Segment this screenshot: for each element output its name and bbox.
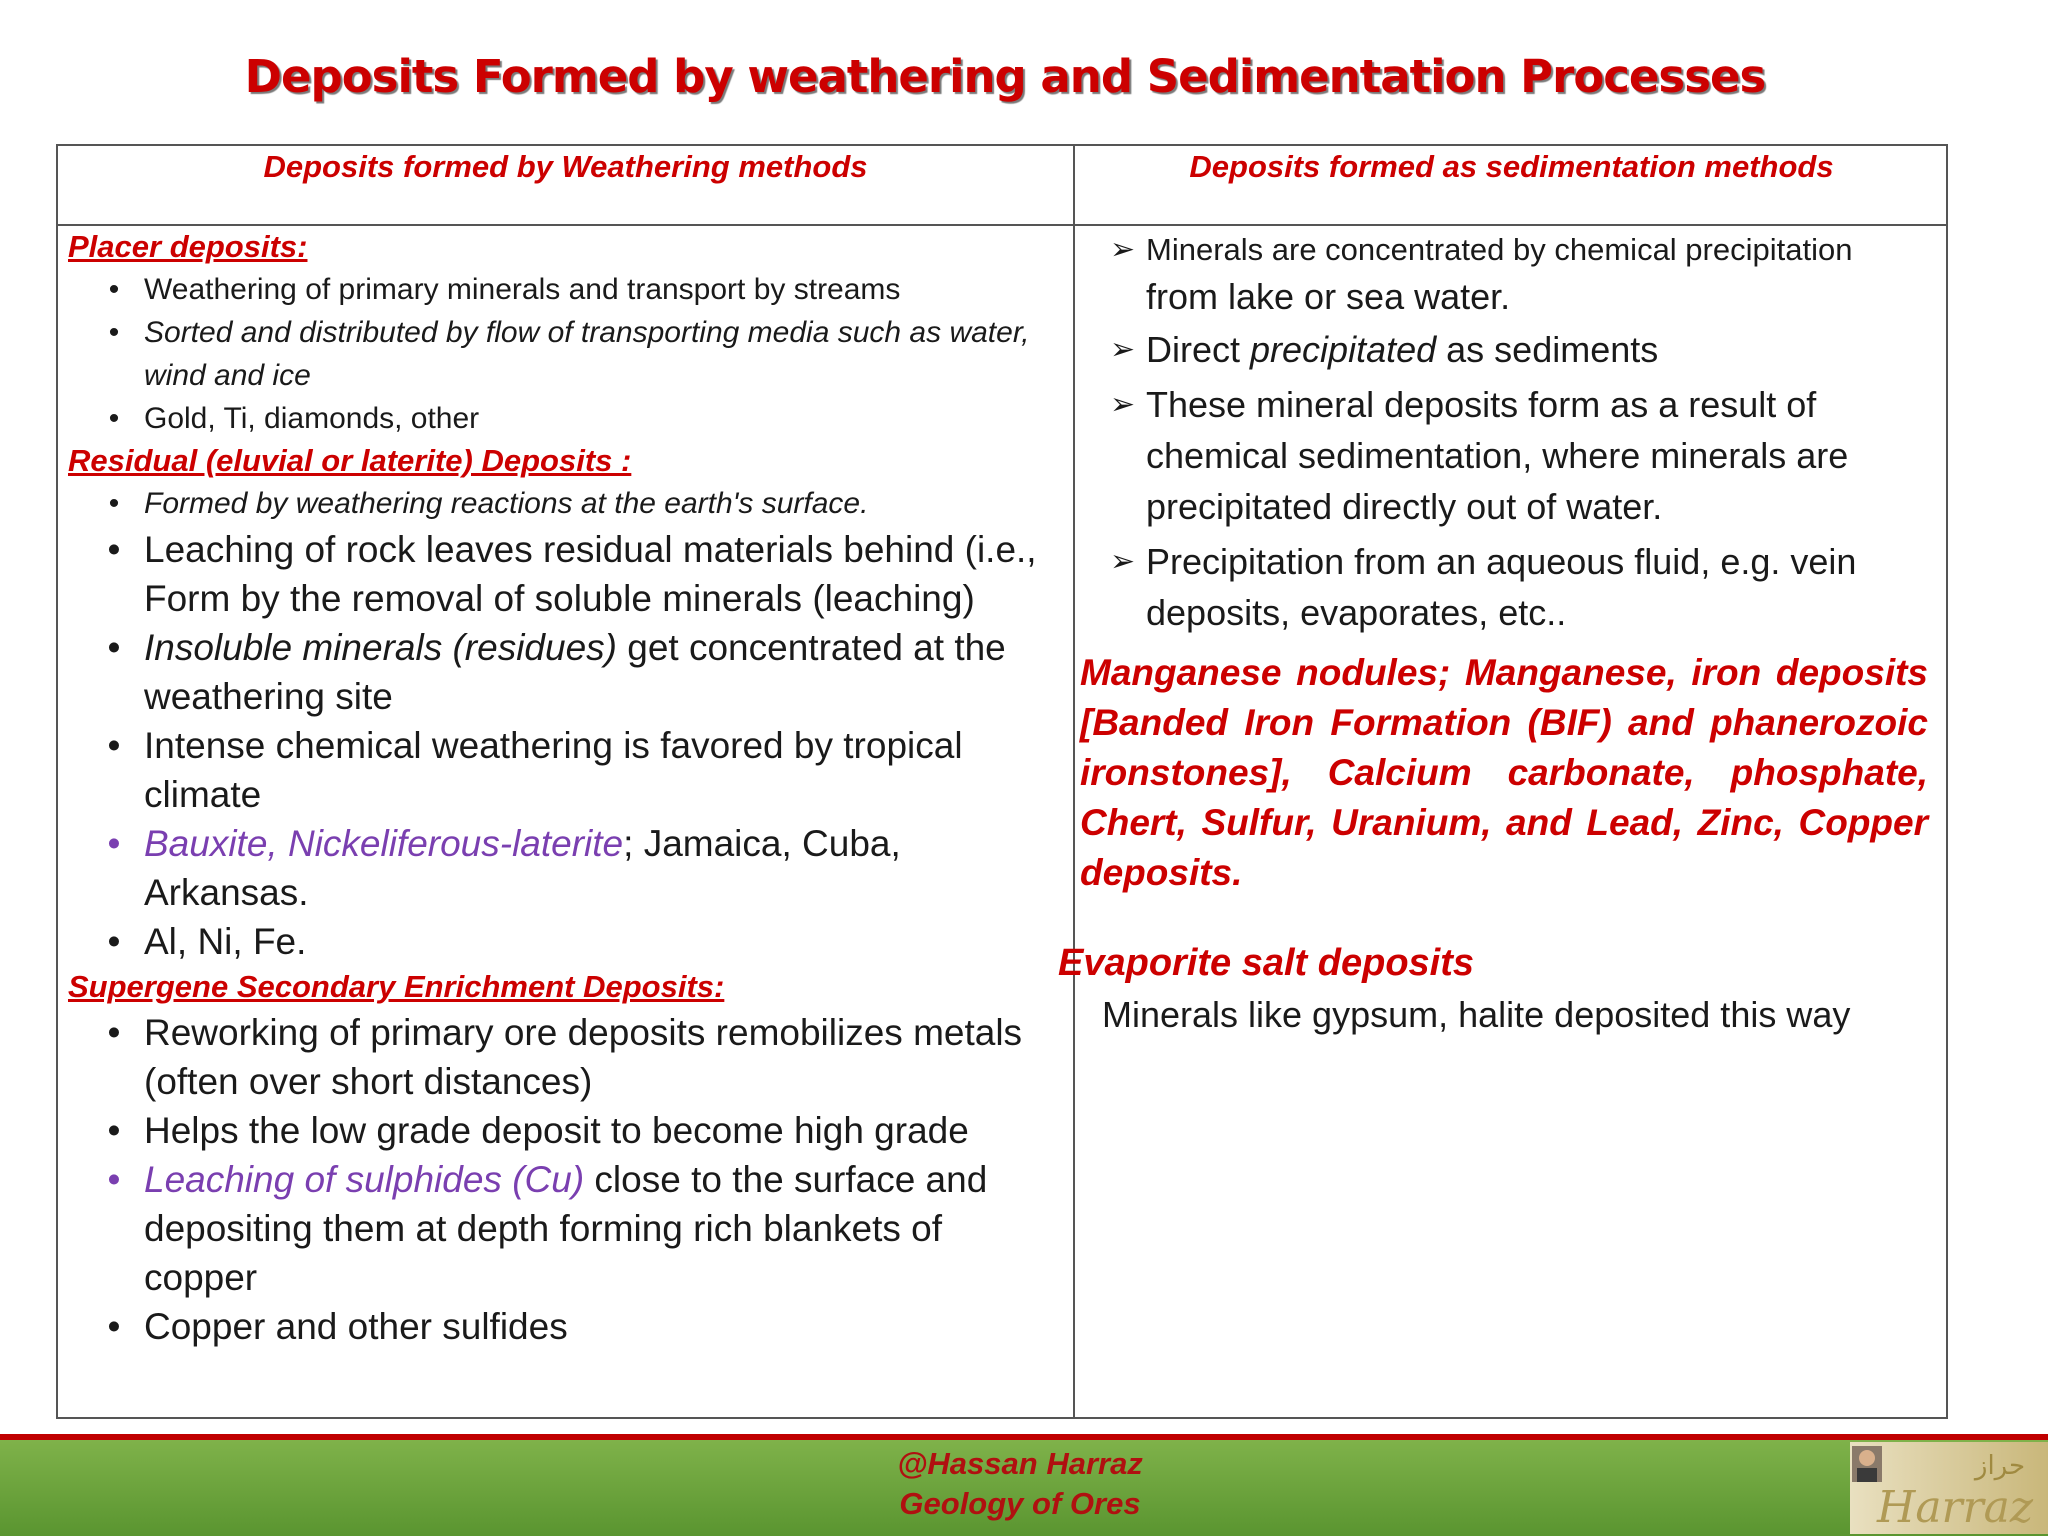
evaporite-heading: Evaporite salt deposits [1058,942,1475,984]
sedimentation-column [1058,226,1928,1040]
sedimentation-list [1110,226,1928,638]
supergene-heading: Supergene Secondary Enrichment Deposits: [68,969,725,1004]
footer-credit [0,1444,2040,1524]
harraz-logo [1850,1442,2048,1534]
list-item: • Leaching of rock leaves residual materials behind (i.e., Form by the removal of soluble minerals (leaching) [107,529,1037,619]
list-item: • Reworking of primary ore deposits remobilizes metals (often over short distances) [107,1012,1023,1102]
list-item: • Weathering of primary minerals and transport by streams [108,273,901,306]
list-item: • Bauxite, Nickeliferous-laterite; Jamaica, Cuba, Arkansas. [107,823,901,913]
list-item: • Sorted and distributed by flow of transporting media such as water, wind and ice [108,316,1030,392]
list-item: • Al, Ni, Fe. [107,921,307,962]
list-item: ➢ Direct precipitated as sediments [1110,329,1659,370]
left-column-header: Deposits formed by Weathering methods [263,149,868,184]
list-item: ➢ These mineral deposits form as a result of chemical sedimentation, where minerals are precipitated directly out of water. [1110,384,1849,527]
weathering-column [68,226,1063,1351]
evaporite-text: Minerals like gypsum, halite deposited this way [1102,994,1851,1035]
deposit-examples: Manganese nodules; Manganese, iron deposits [Banded Iron Formation (BIF) and phanerozoic ironstones], Calcium carbonate, phosphate, Chert, Sulfur, Uranium, and Lead, Zinc, Copper deposits. [1080,652,1928,893]
content-table [56,144,1948,1419]
footer-author: @Hassan Harraz [897,1446,1143,1481]
list-item: • Helps the low grade deposit to become high grade [107,1110,969,1151]
list-item-continuation: from lake or sea water. [1146,276,1511,317]
list-item: • Formed by weathering reactions at the earth's surface. [108,487,869,520]
list-item: ➢ Precipitation from an aqueous fluid, e.g. vein deposits, evaporates, etc.. [1110,541,1857,633]
footer-subject: Geology of Ores [899,1486,1141,1521]
column-divider [1073,146,1075,1417]
placer-heading: Placer deposits: [68,229,308,264]
svg-text:حراز: حراز [1974,1451,2026,1481]
list-item: • Leaching of sulphides (Cu) close to the surface and depositing them at depth forming rich blankets of copper [107,1159,988,1298]
placer-list [68,268,1063,440]
list-item: • Intense chemical weathering is favored by tropical climate [107,725,963,815]
list-item: • Gold, Ti, diamonds, other [108,402,480,435]
residual-heading: Residual (eluvial or laterite) Deposits : [68,443,632,478]
list-item: • Copper and other sulfides [107,1306,568,1347]
supergene-list [68,1008,1063,1351]
list-item: • Insoluble minerals (residues) get concentrated at the weathering site [107,627,1006,717]
right-column-header: Deposits formed as sedimentation methods [1189,149,1834,184]
author-photo-icon [1852,1446,1882,1482]
slide-title: Deposits Formed by weathering and Sedimentation Processes [244,50,1766,103]
residual-list [68,482,1063,966]
list-item: ➢ Minerals are concentrated by chemical precipitation [1110,232,1853,267]
svg-text:Harraz: Harraz [1876,1482,2034,1533]
